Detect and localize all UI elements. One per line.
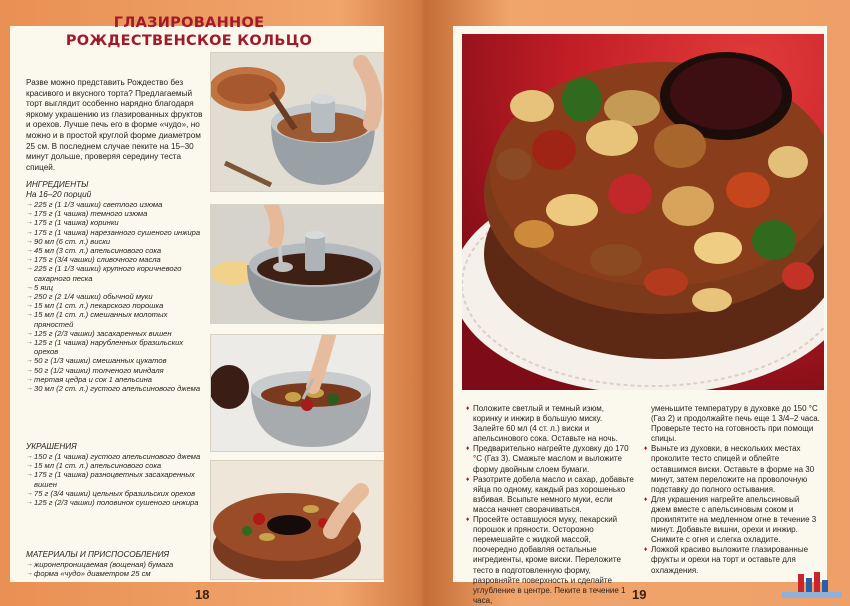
method-column-2 (644, 404, 820, 576)
method-step: уменьшите температуру в духовке до 150 °С (Газ 2) и продолжайте печь еще 1 3/4–2 часа. Проверьте тесто на готовность при помощи спицы. (651, 404, 820, 444)
mixing-bowl-illustration (211, 53, 384, 192)
list-item: → 175 г (1 чашка) коринки (26, 218, 202, 227)
list-item: → форма «чудо» диаметром 25 см (26, 569, 202, 578)
method-step: ♦ Ложкой красиво выложите глазированные фрукты и орехи на торт и оставьте для охлаждения. (644, 545, 820, 575)
method-step: ♦ Положите светлый и темный изюм, коринку и инжир в большую миску. Залейте 60 мл (4 ст. л.) виски и апельсинового сока. Оставьте на ночь. (466, 404, 634, 444)
list-item: → 75 г (3/4 чашки) цельных бразильских орехов (26, 489, 202, 498)
publisher-logo (780, 570, 844, 600)
list-item: → 45 мл (3 ст. л.) апельсинового сока (26, 246, 202, 255)
list-item: → 50 г (1/2 чашки) толченого миндаля (26, 366, 202, 375)
list-item: → жиронепроницаемая (вощеная) бумага (26, 560, 202, 569)
list-item: → 125 г (1 чашка) нарубленных бразильских орехов (26, 338, 202, 356)
list-item: → 30 мл (2 ст. л.) густого апельсинового джема (26, 384, 202, 393)
list-item: → 125 г (2/3 чашки) половинок сушеного инжира (26, 498, 202, 507)
cake-photo (462, 34, 824, 390)
list-item: → 150 г (1 чашка) густого апельсинового джема (26, 452, 202, 461)
page-number-right: 19 (632, 587, 647, 602)
recipe-title-line1: ГЛАЗИРОВАННОЕ (113, 15, 265, 31)
batter-in-tin-illustration (211, 205, 384, 324)
list-item: → 15 мл (1 ст. л.) апельсинового сока (26, 461, 202, 470)
list-item: → 250 г (2 1/4 чашки) обычной муки (26, 292, 202, 301)
ingredients-heading: ИНГРЕДИЕНТЫ (26, 180, 89, 189)
decorated-cake-illustration (211, 461, 384, 580)
materials-heading: МАТЕРИАЛЫ И ПРИСПОСОБЛЕНИЯ (26, 550, 170, 559)
decoration-list (26, 452, 202, 507)
step-photo-4 (210, 460, 384, 580)
servings-text: На 16–20 порций (26, 190, 92, 199)
list-item: → 225 г (1 1/3 чашки) крупного коричневого сахарного песка (26, 264, 202, 282)
recipe-title-line2: РОЖДЕСТВЕНСКОЕ КОЛЬЦО (65, 33, 313, 49)
list-item: → 175 г (1 чашка) разноцветных засахаренных вишен (26, 470, 202, 488)
method-step: ♦ Выньте из духовки, в нескольких местах проколите тесто спицей и облейте оставшимся виски. Оставьте в форме на 30 минут, затем переложите на проволочную подставку до полного остывания. (644, 444, 820, 494)
method-step: ♦ Просейте оставшуюся муку, пекарский порошок и пряности. Осторожно перемешайте с жидкой массой, поочередно добавляя остальные ингредиенты, кроме виски. Переложите тесто в подготовленную форму, разровняйте поверхность и сделайте углубление в центре. Пеките в течение 1 часа, (466, 515, 634, 606)
list-item: → 175 г (1 чашка) темного изюма (26, 209, 202, 218)
glaze-pan-illustration (211, 335, 384, 452)
step-photo-3 (210, 334, 384, 452)
christmas-ring-cake-illustration (462, 34, 824, 390)
page-number-left: 18 (195, 587, 210, 602)
method-step: ♦ Разотрите добела масло и сахар, добавьте яйца по одному, каждый раз хорошенько взбивая. Всыпьте немного муки, если масса начнет сворачиваться. (466, 475, 634, 515)
list-item: → 225 г (1 1/3 чашки) светлого изюма (26, 200, 202, 209)
recipe-title (64, 14, 314, 50)
list-item: → 15 мл (1 ст. л.) смешанных молотых пряностей (26, 310, 202, 328)
recipe-intro: Разве можно представить Рождество без красивого и вкусного торта? Предлагаемый торт выглядит особенно нарядно благодаря яркому украшению из глазированных фруктов и орехов. Лучше печь его в форме «чудо», но можно и в простой круглой форме диаметром 25 см. В последнем случае пеките на 15–30 минут дольше, проверяя середину теста спицей. (26, 78, 203, 172)
list-item: → 125 г (2/3 чашки) засахаренных вишен (26, 329, 202, 338)
list-item: → тертая цедра и сок 1 апельсина (26, 375, 202, 384)
step-photo-2 (210, 204, 384, 324)
list-item: → 5 яиц (26, 283, 202, 292)
ingredients-list (26, 200, 202, 393)
list-item: → 15 мл (1 ст. л.) пекарского порошка (26, 301, 202, 310)
list-item: → 50 г (1/3 чашки) смешанных цукатов (26, 356, 202, 365)
list-item: → 175 г (1 чашка) нарезанного сушеного инжира (26, 228, 202, 237)
step-photo-1 (210, 52, 384, 192)
method-step: ♦ Для украшения нагрейте апельсиновый джем вместе с апельсиновым соком и прокипятите на медленном огне в течение 3 минут. Добавьте вишни, орехи и инжир. Снимите с огня и слегка охладите. (644, 495, 820, 545)
method-column-1 (466, 404, 634, 606)
materials-list (26, 560, 202, 578)
list-item: → 175 г (3/4 чашки) сливочного масла (26, 255, 202, 264)
list-item: → 90 мл (6 ст. л.) виски (26, 237, 202, 246)
decoration-heading: УКРАШЕНИЯ (26, 442, 77, 451)
method-step: ♦ Предварительно нагрейте духовку до 170 °С (Газ 3). Смажьте маслом и выложите форму двойным слоем бумаги. (466, 444, 634, 474)
